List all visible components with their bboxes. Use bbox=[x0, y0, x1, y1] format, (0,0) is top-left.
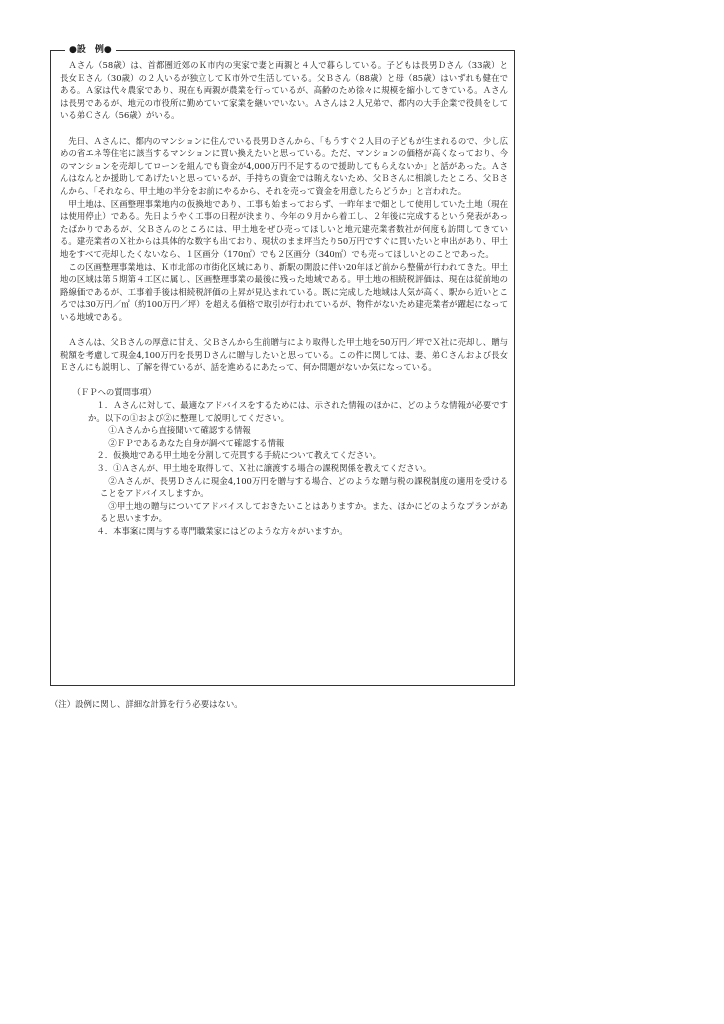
case-study-box bbox=[50, 45, 515, 686]
footnote: （注）設例に関し、詳細な計算を行う必要はない。 bbox=[50, 699, 243, 709]
question-3-item-2: ②Ａさんが、長男Ｄさんに現金4,100万円を贈与する場合、どのような贈与税の課税制度の適用を受けることをアドバイスしますか。 bbox=[100, 475, 508, 499]
paragraph-land: 甲土地は、区画整理事業地内の仮換地であり、工事も始まっておらず、一昨年まで畑として使用していた土地（現在は使用停止）である。先日ようやく工事の日程が決まり、今年の９月から着工し、２年後に完成するという発表があったばかりであるが、父Ｂさんのところには、甲土地をぜひ売ってほしいと地元建売業者数社が何度も訪問してきている。建売業者のＸ社からは具体的な数字も出ており、現状のまま坪当たり50万円ですぐに買いたいと申出があり、甲土地をすべて売却したくないなら、１区画分（170㎡）でも２区画分（340㎡）でも売ってほしいとのことであった。 bbox=[60, 198, 508, 259]
paragraph-request: 先日、Ａさんに、都内のマンションに住んでいる長男Ｄさんから、「もうすぐ２人目の子どもが生まれるので、少し広めの省エネ等住宅に該当するマンションに買い換えたいと思っている。ただ、マンションの価格が高くなっており、今のマンションを売却してローンを組んでも資金が4,000万円不足するので援助してもらえないか」と話があった。Ａさんはなんとか援助してあげたいと思っているが、手持ちの資金では賄えないため、父Ｂさんに相談したところ、父Ｂさんから、「それなら、甲土地の半分をお前にやるから、それを売って資金を用意したらどうか」と言われた。 bbox=[60, 135, 508, 196]
question-1-item-1: ①Ａさんから直接聞いて確認する情報 bbox=[108, 425, 251, 436]
question-3-item-3: ③甲土地の贈与についてアドバイスしておきたいことはありますか。また、ほかにどのようなプランがあると思いますか。 bbox=[100, 500, 508, 524]
questions-heading: （ＦＰへの質問事項） bbox=[72, 387, 157, 398]
question-4: ４．本事案に関与する専門職業家にはどのような方々がいますか。 bbox=[96, 525, 348, 536]
case-study-body bbox=[60, 59, 508, 538]
paragraph-plan: Ａさんは、父Ｂさんの厚意に甘え、父Ｂさんから生前贈与により取得した甲土地を50万円／坪でＸ社に売却し、贈与税額を考慮して現金4,100万円を長男Ｄさんに贈与したいと思っている。この件に関しては、妻、弟Ｃさんおよび長女Ｅさんにも説明し、了解を得ているが、話を進めるにあたって、何か問題がないか気になっている。 bbox=[60, 337, 508, 373]
question-1-item-2: ②ＦＰであるあなた自身が調べて確認する情報 bbox=[108, 437, 285, 448]
paragraph-area: この区画整理事業地は、Ｋ市北部の市街化区域にあり、新駅の開設に伴い20年ほど前から整備が行われてきた。甲土地の区域は第５期第４工区に属し、区画整理事業の最後に残った地域である。甲土地の相続税評価は、現在は従前地の路線価であるが、工事着手後は相続税評価の上昇が見込まれている。既に完成した地域は人気が高く、駅から近いところでは30万円／㎡（約100万円／坪）を超える価格で取引が行われているが、物件がないため建売業者が躍起になっている地域である。 bbox=[60, 261, 509, 322]
question-3: ３．①Ａさんが、甲土地を取得して、Ｘ社に譲渡する場合の課税関係を教えてください。 bbox=[96, 463, 432, 473]
question-1: １．Ａさんに対して、最適なアドバイスをするためには、示された情報のほかに、どのような情報が必要ですか。以下の①および②に整理して説明してください。 bbox=[88, 400, 508, 423]
paragraph-family: Ａさん（58歳）は、首都圏近郊のＫ市内の実家で妻と両親と４人で暮らしている。子どもは長男Ｄさん（33歳）と長女Ｅさん（30歳）の２人いるが独立してＫ市外で生活している。父Ｂさん（88歳）と母（85歳）はいずれも健在である。Ａ家は代々農家であり、現在も両親が農業を行っているが、高齢のため徐々に規模を縮小してきている。Ａさんは長男であるが、地元の市役所に勤めていて家業を継いでいない。Ａさんは２人兄弟で、都内の大手企業で役員をしている弟Ｃさん（56歳）がいる。 bbox=[60, 60, 509, 121]
case-study-header: ●設 例● bbox=[65, 42, 116, 58]
question-2: ２．仮換地である甲土地を分割して売買する手続について教えてください。 bbox=[96, 450, 381, 461]
